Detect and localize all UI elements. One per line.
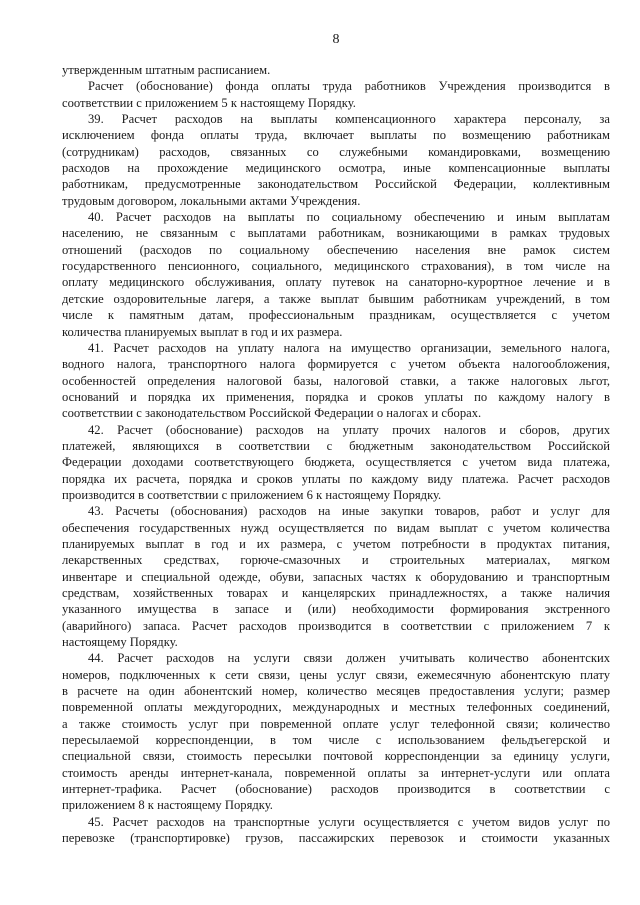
text-line: трудовым договором, локальными актами Учреждения. xyxy=(62,193,361,208)
text-line: в расчете на один абонентский номер, количество месяцев предоставления услуги; размер xyxy=(62,684,610,699)
text-line: 44. Расчет расходов на услуги связи должен учитывать количество абонентских xyxy=(88,651,610,666)
text-line: детские оздоровительные лагеря, а также выплат бывшим работникам учреждений, в том xyxy=(62,291,610,306)
text-line: государственного пенсионного, социального, медицинского страхования), в том числе на xyxy=(62,259,610,274)
paragraph xyxy=(62,422,610,504)
paragraph xyxy=(62,340,610,422)
text-line: а также стоимость услуг при повременной оплате услуг телефонной связи; количество xyxy=(62,716,610,731)
text-line: обеспечения государственных нужд осуществляется по видам выплат с учетом количества xyxy=(62,520,610,535)
text-line: отношений (расходов по социальному обеспечению населения вне рамок систем xyxy=(62,242,610,257)
text-line: платежей, являющихся в соответствии с бюджетным законодательством Российской xyxy=(62,438,610,453)
paragraph xyxy=(62,111,610,209)
text-line: соответствии с законодательством Российской Федерации о налогах и сборах. xyxy=(62,406,482,421)
text-line: водного налога, транспортного налога формируется с учетом объекта налогообложения, xyxy=(62,357,610,372)
text-line: перевозке (транспортировке) грузов, пассажирских перевозок и стоимости указанных xyxy=(62,831,610,846)
text-line: средствам, хозяйственных товарах и канцелярских принадлежностях, а также наличия xyxy=(62,586,610,600)
text-line: утвержденным штатным расписанием. xyxy=(62,63,271,77)
text-line: оснований и порядка их применения, порядка и сроков уплаты по каждому налогу в xyxy=(62,389,610,404)
text-line: пересылаемой корреспонденции, в том числе с использованием фельдъегерской и xyxy=(62,733,610,748)
paragraph xyxy=(62,650,610,813)
text-line: оплату медицинского обслуживания, оплату путевок на санаторно-курортное лечение и в xyxy=(62,275,610,290)
paragraph xyxy=(62,814,610,847)
text-line: соответствии с приложением 5 к настоящему Порядку. xyxy=(62,95,356,110)
text-line: указанного имущества в запасе и (или) необходимости формирования экстренного xyxy=(62,602,610,617)
text-line: Федерации доходами соответствующего бюджета, осуществляется с учетом вида платежа, xyxy=(62,455,610,470)
text-line: 45. Расчет расходов на транспортные услуги осуществляется с учетом видов услуг по xyxy=(88,814,610,829)
text-line: номеров, подключенных к сети связи, цены услуг связи, ежемесячную абонентскую плату xyxy=(62,667,610,682)
text-line: Расчет (обоснование) фонда оплаты труда работников Учреждения производится в xyxy=(88,79,610,94)
text-line: стоимость аренды интернет-канала, повременной оплаты за интернет-услуги или оплата xyxy=(62,765,610,780)
text-line: инвентаре и специальной одежде, обуви, запасных частях к оборудованию и транспортным xyxy=(62,569,610,584)
text-line: населению, не связанным с выплатами работникам, возникающими в рамках трудовых xyxy=(62,226,610,241)
text-line: производится в соответствии с приложением 6 к настоящему Порядку. xyxy=(62,487,442,502)
paragraph xyxy=(62,209,610,340)
paragraph xyxy=(62,62,610,78)
text-line: работникам, предусмотренные законодательством Российской Федерации, коллективным xyxy=(62,177,610,192)
text-line: повременной оплаты междугородних, международных и местных телефонных соединений, xyxy=(62,700,610,715)
text-line: количества планируемых выплат в год и их размера. xyxy=(62,324,343,339)
text-line: интернет-трафика. Расчет (обоснование) расходов производится в соответствии с xyxy=(62,782,610,797)
body-text xyxy=(62,62,610,847)
text-line: особенностей определения налоговой базы, налоговой ставки, а также налоговых льгот, xyxy=(62,373,610,388)
text-line: порядка их расчета, порядка и сроков уплаты по каждому виду платежа. Расчет расходов xyxy=(62,471,610,486)
text-line: (сотрудникам) расходов, связанных со служебными командировками, возмещению xyxy=(62,144,610,159)
text-line: (аварийного) запаса. Расчет расходов производится в соответствии с приложением 7 к xyxy=(62,618,610,633)
text-line: 43. Расчеты (обоснования) расходов на иные закупки товаров, работ и услуг для xyxy=(88,504,610,519)
text-line: лекарственных средствах, горюче-смазочных и строительных материалах, мягком xyxy=(62,553,610,568)
text-line: приложением 8 к настоящему Порядку. xyxy=(62,798,273,813)
paragraph xyxy=(62,78,610,111)
text-line: планируемых выплат в год и их размера, с учетом потребности в продуктах питания, xyxy=(62,536,610,551)
text-line: 42. Расчет (обоснование) расходов на уплату прочих налогов и сборов, других xyxy=(88,422,610,437)
text-line: исключением фонда оплаты труда, включает выплаты по возмещению работникам xyxy=(62,128,610,143)
text-line: расходов на прохождение медицинского осмотра, иные компенсационные выплаты xyxy=(62,161,610,176)
page-number: 8 xyxy=(332,32,340,47)
text-line: 40. Расчет расходов на выплаты по социальному обеспечению и иным выплатам xyxy=(88,210,610,225)
text-line: 39. Расчет расходов на выплаты компенсационного характера персоналу, за xyxy=(88,112,610,127)
text-line: 41. Расчет расходов на уплату налога на имущество организации, земельного налога, xyxy=(88,340,610,355)
text-line: настоящему Порядку. xyxy=(62,635,178,650)
text-line: числе к памятным датам, профессиональным праздникам, осуществляется с учетом xyxy=(62,308,610,323)
paragraph xyxy=(62,503,610,650)
text-line: специальной связи, стоимость пересылки почтовой корреспонденции за единицу услуги, xyxy=(62,749,610,764)
